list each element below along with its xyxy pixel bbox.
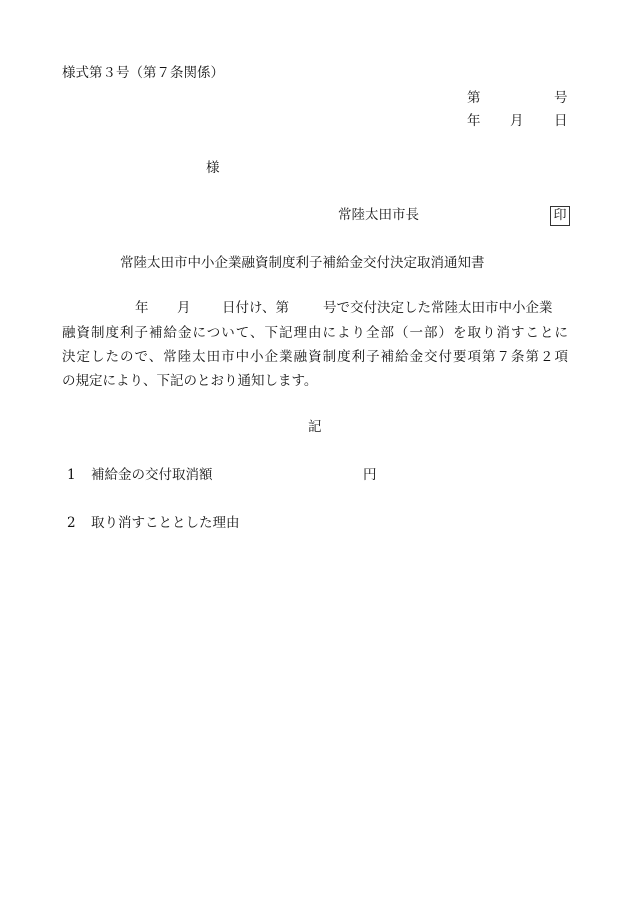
item-1-label: 補給金の交付取消額: [91, 467, 213, 483]
doc-date-year: 年: [467, 113, 481, 129]
item-1-number: 1: [67, 467, 76, 483]
issuer-title: 常陸太田市長: [338, 207, 419, 223]
body-month: 月: [177, 300, 191, 316]
form-reference: 様式第３号（第７条関係）: [62, 65, 224, 81]
doc-number-suffix: 号: [554, 90, 568, 106]
ki-heading: 記: [308, 419, 322, 435]
body-line-1-rest: 号で交付決定した常陸太田市中小企業: [323, 300, 553, 316]
body-line-4: の規定により、下記のとおり通知します。: [62, 373, 318, 389]
body-day: 日付け、第: [222, 300, 289, 316]
item-2-label: 取り消すこととした理由: [91, 515, 240, 531]
body-year: 年: [135, 300, 149, 316]
body-line-2: 融資制度利子補給金について、下記理由により全部（一部）を取り消すことに: [62, 325, 568, 341]
doc-number-prefix: 第: [467, 90, 481, 106]
document-title: 常陸太田市中小企業融資制度利子補給金交付決定取消通知書: [120, 255, 485, 271]
addressee-honorific: 様: [206, 160, 220, 176]
doc-date-day: 日: [554, 113, 568, 129]
body-line-3: 決定したので、常陸太田市中小企業融資制度利子補給金交付要項第７条第２項: [62, 349, 568, 365]
seal-mark: 印: [550, 206, 570, 226]
doc-date-month: 月: [510, 113, 524, 129]
item-2-number: 2: [67, 515, 76, 531]
item-1-unit: 円: [363, 467, 377, 483]
